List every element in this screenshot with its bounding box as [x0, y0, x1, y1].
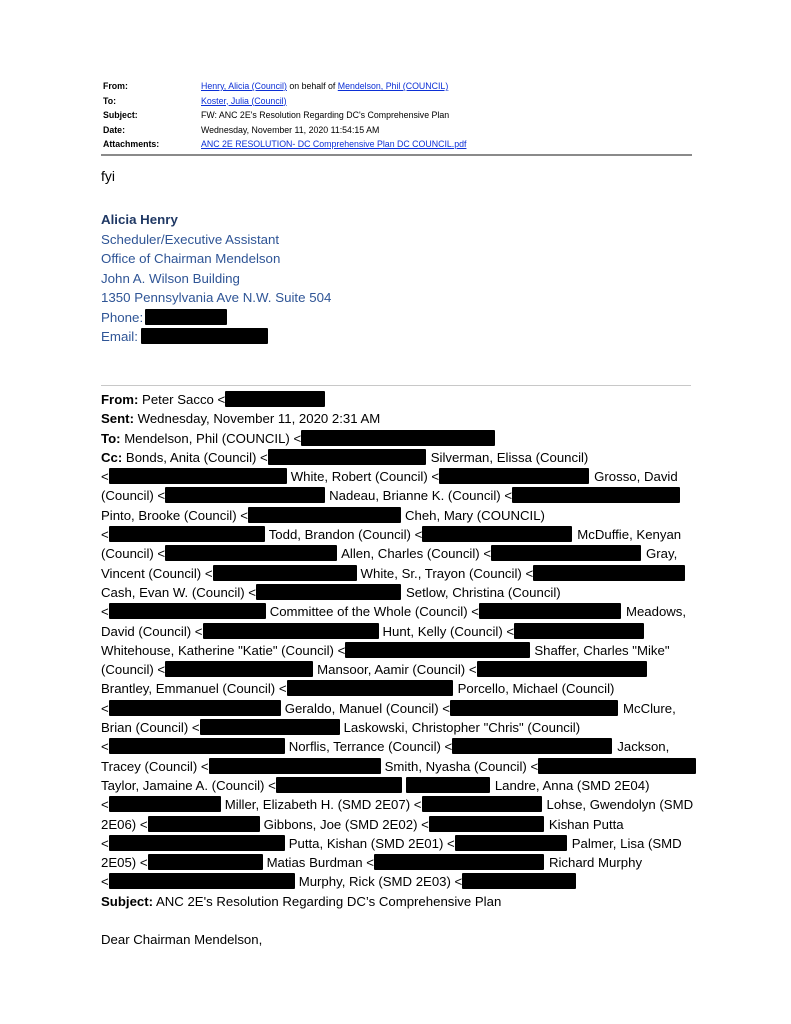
- forwarded-message: [101, 390, 701, 911]
- cc-recipient: (Council) <: [101, 546, 166, 562]
- signature-building: John A. Wilson Building: [101, 270, 240, 286]
- cc-recipient: (Council) <: [101, 662, 166, 678]
- fwd-cc-label: Cc:: [101, 449, 123, 465]
- cc-line: [101, 660, 701, 679]
- cc-line: [101, 506, 701, 525]
- cc-recipient: Norflis, Terrance (Council) <: [288, 739, 453, 755]
- redaction-box: [345, 642, 530, 658]
- cc-recipient: Matias Burdman <: [266, 855, 374, 871]
- cc-recipient: Brian (Council) <: [101, 720, 200, 736]
- fwd-to-value: Mendelson, Phil (COUNCIL) <: [120, 430, 302, 446]
- cc-line: [101, 737, 701, 756]
- cc-recipient: David (Council) <: [101, 623, 203, 639]
- redaction-box: [109, 835, 285, 851]
- on-behalf-text: on behalf of: [286, 81, 338, 91]
- cc-line: [101, 757, 701, 776]
- cc-recipient: Meadows,: [625, 604, 687, 620]
- cc-line: [101, 486, 701, 505]
- redaction-box: [109, 796, 221, 812]
- cc-recipient: <: [101, 527, 109, 543]
- redaction-box: [287, 680, 453, 696]
- fwd-sent-row: [101, 409, 701, 428]
- cc-recipient: Smith, Nyasha (Council) <: [384, 758, 539, 774]
- cc-recipient: Richard Murphy: [548, 855, 643, 871]
- cc-line: [101, 872, 701, 891]
- cc-line: [101, 718, 701, 737]
- cc-line: [101, 699, 701, 718]
- signature-address: 1350 Pennsylvania Ave N.W. Suite 504: [101, 290, 332, 305]
- header-date-row: [103, 123, 693, 138]
- cc-recipient: Bonds, Anita (Council) <: [122, 449, 268, 465]
- redaction-box: [422, 526, 572, 542]
- header-subject-value: FW: ANC 2E's Resolution Regarding DC's Comprehensive Plan: [201, 110, 450, 120]
- signature-block: [101, 210, 331, 347]
- header-to-row: [103, 94, 693, 109]
- cc-recipient: White, Sr., Trayon (Council) <: [360, 565, 534, 581]
- forward-divider: [101, 385, 691, 386]
- cc-line: [101, 853, 701, 872]
- redaction-box: [479, 603, 621, 619]
- body-intro: fyi: [101, 168, 115, 184]
- cc-recipient: Cash, Evan W. (Council) <: [101, 584, 257, 600]
- cc-recipient: Jackson,: [617, 739, 670, 755]
- cc-line: [101, 602, 701, 621]
- attachment-link[interactable]: ANC 2E RESOLUTION- DC Comprehensive Plan DC COUNCIL.pdf: [201, 139, 467, 149]
- cc-line: [101, 641, 701, 660]
- cc-recipient: Miller, Elizabeth H. (SMD 2E07) <: [224, 797, 422, 813]
- cc-recipient: <: [101, 604, 109, 620]
- cc-recipient: <: [101, 739, 109, 755]
- header-attachments-row: [103, 137, 693, 152]
- cc-line: [101, 622, 701, 641]
- signature-office: Office of Chairman Mendelson: [101, 251, 281, 266]
- redaction-box: [491, 545, 641, 561]
- signature-phone-row: [101, 308, 331, 328]
- cc-recipient: Silverman, Elissa (Council): [430, 449, 589, 465]
- to-name-link[interactable]: Koster, Julia (Council): [201, 95, 287, 106]
- redaction-box: [145, 309, 227, 325]
- redaction-box: [439, 468, 589, 484]
- header-divider: [101, 154, 692, 156]
- cc-recipient: McDuffie, Kenyan: [577, 527, 682, 543]
- cc-recipient: Laskowski, Christopher "Chris" (Council): [343, 720, 581, 736]
- redaction-box: [248, 507, 401, 523]
- cc-recipient: Nadeau, Brianne K. (Council) <: [329, 488, 513, 504]
- redaction-box: [533, 565, 685, 581]
- cc-recipient: Setlow, Christina (Council): [406, 584, 561, 600]
- cc-recipient: 2E06) <: [101, 816, 148, 832]
- redaction-box: [109, 873, 295, 889]
- redaction-box: [462, 873, 576, 889]
- fwd-sent-value: Wednesday, November 11, 2020 2:31 AM: [133, 411, 381, 427]
- redaction-box: [514, 623, 644, 639]
- cc-recipient: Pinto, Brooke (Council) <: [101, 507, 248, 523]
- cc-recipient: Porcello, Michael (Council): [457, 681, 615, 697]
- redaction-box: [455, 835, 567, 851]
- redaction-box: [225, 391, 325, 407]
- redaction-box: [268, 449, 426, 465]
- redaction-box: [141, 328, 268, 344]
- cc-recipient: Hunt, Kelly (Council) <: [382, 623, 515, 639]
- signature-email-row: [101, 327, 331, 347]
- redaction-box: [200, 719, 340, 735]
- redaction-box: [406, 777, 490, 793]
- cc-recipient: <: [101, 700, 109, 716]
- header-date-value: Wednesday, November 11, 2020 11:54:15 AM: [201, 124, 380, 135]
- header-attachments-label: Attachments:: [103, 139, 160, 149]
- fwd-sent-label: Sent:: [101, 411, 134, 427]
- greeting: Dear Chairman Mendelson,: [101, 932, 263, 947]
- cc-line: [101, 525, 701, 544]
- cc-recipient: <: [101, 874, 109, 890]
- header-date-label: Date:: [103, 124, 125, 135]
- behalf-name-link[interactable]: Mendelson, Phil (COUNCIL): [337, 81, 449, 91]
- redaction-box: [477, 661, 647, 677]
- cc-recipient: White, Robert (Council) <: [290, 469, 440, 485]
- cc-line: [101, 467, 701, 486]
- signature-email-label: Email:: [101, 329, 138, 344]
- redaction-box: [301, 430, 495, 446]
- cc-recipient: Tracey (Council) <: [101, 758, 209, 774]
- cc-recipient: Allen, Charles (Council) <: [341, 546, 492, 562]
- fwd-to-label: To:: [101, 430, 121, 446]
- redaction-box: [148, 854, 263, 870]
- cc-line: [101, 815, 701, 834]
- cc-recipient: Murphy, Rick (SMD 2E03) <: [298, 874, 463, 890]
- cc-recipient: <: [101, 469, 109, 485]
- redaction-box: [538, 758, 696, 774]
- redaction-box: [276, 777, 402, 793]
- header-subject-row: [103, 108, 693, 123]
- cc-recipient: (Council) <: [101, 488, 166, 504]
- redaction-box: [109, 700, 281, 716]
- cc-recipient: Mansoor, Aamir (Council) <: [317, 662, 477, 678]
- cc-recipient: Committee of the Whole (Council) <: [269, 604, 479, 620]
- cc-recipient: Putta, Kishan (SMD 2E01) <: [288, 835, 455, 851]
- redaction-box: [209, 758, 381, 774]
- redaction-box: [452, 738, 612, 754]
- redaction-box: [422, 796, 542, 812]
- fwd-subject-value: ANC 2E's Resolution Regarding DC’s Comprehensive Plan: [153, 893, 502, 909]
- fwd-from-row: [101, 390, 701, 409]
- redaction-box: [109, 603, 266, 619]
- cc-recipient: Grosso, David: [594, 469, 678, 485]
- redaction-box: [109, 468, 287, 484]
- header-to-label: To:: [103, 95, 117, 106]
- from-name-link[interactable]: Henry, Alicia (Council): [201, 81, 287, 91]
- cc-line: [101, 564, 701, 583]
- cc-line: [101, 448, 701, 467]
- cc-line: [101, 679, 701, 698]
- signature-title: Scheduler/Executive Assistant: [101, 231, 280, 247]
- cc-line: [101, 776, 701, 795]
- cc-recipient: Kishan Putta: [548, 816, 624, 832]
- redaction-box: [165, 545, 337, 561]
- redaction-box: [450, 700, 618, 716]
- redaction-box: [512, 487, 680, 503]
- cc-line: [101, 834, 701, 853]
- cc-recipient: Cheh, Mary (COUNCIL): [404, 507, 545, 523]
- cc-recipient: Vincent (Council) <: [101, 565, 213, 581]
- header-subject-label: Subject:: [103, 110, 138, 120]
- redaction-box: [109, 526, 265, 542]
- email-header: [103, 79, 693, 152]
- cc-recipient: Lohse, Gwendolyn (SMD: [546, 797, 694, 813]
- cc-recipient: Todd, Brandon (Council) <: [268, 527, 423, 543]
- redaction-box: [165, 661, 313, 677]
- cc-recipient: Landre, Anna (SMD 2E04): [494, 777, 650, 793]
- fwd-subject-row: [101, 892, 701, 911]
- cc-recipient: McClure,: [623, 700, 676, 716]
- cc-recipient: Gibbons, Joe (SMD 2E02) <: [263, 816, 429, 832]
- redaction-box: [148, 816, 260, 832]
- cc-recipient: Shaffer, Charles "Mike": [534, 642, 670, 658]
- fwd-from-value: Peter Sacco <: [138, 392, 226, 407]
- signature-phone-label: Phone:: [101, 309, 144, 325]
- cc-recipient: Taylor, Jamaine A. (Council) <: [101, 777, 276, 793]
- cc-recipient: Brantley, Emmanuel (Council) <: [101, 681, 287, 697]
- header-from-label: From:: [103, 81, 128, 91]
- cc-line: [101, 795, 701, 814]
- cc-recipient: Palmer, Lisa (SMD: [571, 835, 682, 851]
- redaction-box: [213, 565, 357, 581]
- redaction-box: [429, 816, 544, 832]
- redaction-box: [203, 623, 379, 639]
- cc-line: [101, 544, 701, 563]
- redaction-box: [109, 738, 285, 754]
- signature-name: Alicia Henry: [101, 212, 178, 227]
- cc-recipient: <: [101, 835, 109, 851]
- fwd-from-label: From:: [101, 392, 139, 407]
- redaction-box: [256, 584, 401, 600]
- header-from-row: [103, 79, 693, 94]
- cc-recipient: <: [101, 797, 109, 813]
- fwd-subject-label: Subject:: [101, 893, 154, 909]
- cc-recipient: 2E05) <: [101, 855, 148, 871]
- redaction-box: [374, 854, 544, 870]
- cc-recipient: Gray,: [646, 546, 678, 562]
- cc-line: [101, 583, 701, 602]
- fwd-to-row: [101, 429, 701, 448]
- redaction-box: [165, 487, 325, 503]
- cc-recipient: Geraldo, Manuel (Council) <: [284, 700, 450, 716]
- cc-recipient: Whitehouse, Katherine "Katie" (Council) <: [101, 642, 346, 658]
